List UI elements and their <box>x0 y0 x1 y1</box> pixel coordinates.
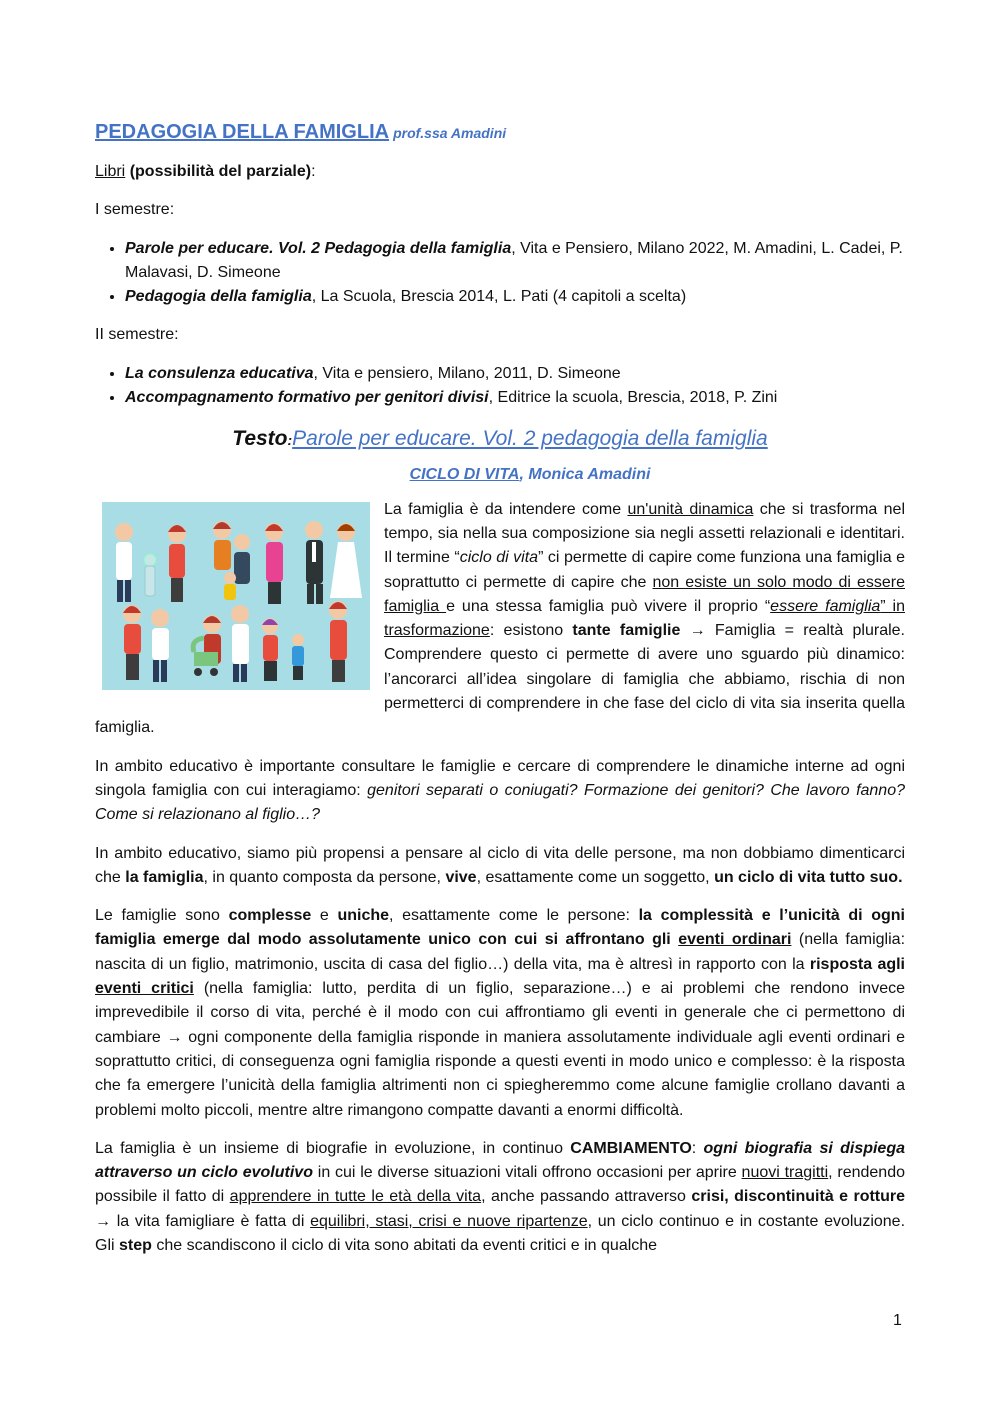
semester-1-list <box>95 237 905 310</box>
paragraph-3: In ambito educativo, siamo più propensi a pensare al ciclo di vita delle persone, ma non dobbiamo dimenticarci che la famiglia, in quanto composta da persone, vive, esattamente come un soggetto, un ciclo di vita tutto suo. <box>95 844 905 886</box>
family-figure-5 <box>193 605 249 682</box>
books-heading: Libri (possibilità del parziale): <box>95 163 316 180</box>
section-heading: CICLO DI VITA, Monica Amadini <box>409 466 651 484</box>
list-item: • Pedagogia della famiglia, La Scuola, Brescia 2014, L. Pati (4 capitoli a scelta) <box>125 285 905 309</box>
family-illustration <box>102 502 370 690</box>
semester-1-label: I semestre: <box>95 201 175 219</box>
course-title: PEDAGOGIA DELLA FAMIGLIA <box>95 121 390 143</box>
text-heading: Testo:Parole per educare. Vol. 2 pedagogia della famiglia <box>232 427 768 451</box>
semester-2-list <box>95 362 905 411</box>
paragraph-4: Le famiglie sono complesse e uniche, esattamente come le persone: la complessità e l’unicità di ogni famiglia emerge dal modo assolutamente unico con cui si affrontano gli eventi ordinari (nella famiglia: nascita di un figlio, matrimonio, uscita di casa del figlio…) della vita, ma è altresì in rapporto con la risposta agli eventi critici (nella famiglia: lutto, perdita di un figlio, separazione…) e ai problemi che rendono invece imprevedibile il corso di vita, perché è il modo con cui affrontiamo gli eventi in generale che ci permettono di cambiare → ogni componente della famiglia risponde in maniera assolutamente individuale agli eventi ordinari e soprattutto critici, di conseguenza ogni famiglia risponde a questi eventi in modo unico e complesso: è la risposta che fa emergere l’unicità della famiglia altrimenti non ci spiegheremmo come alcune famiglie crollano davanti a problemi molto piccoli, mentre altre rimangono compatte davanti a enormi difficoltà. <box>95 907 906 1119</box>
list-item: • Accompagnamento formativo per genitori divisi, Editrice la scuola, Brescia, 2018, P. Zini <box>125 386 905 410</box>
paragraph-2: In ambito educativo è importante consultare le famiglie e cercare di comprendere le dinamiche interne ad ogni singola famiglia con cui interagiamo: genitori separati o coniugati? Formazione dei genitori? Che lavoro fanno? Come si relazionano al figlio…? <box>95 757 906 824</box>
family-illustration-graphic <box>102 502 370 690</box>
document-title <box>95 118 905 147</box>
semester-2-label: II semestre: <box>95 326 179 344</box>
list-item: • Parole per educare. Vol. 2 Pedagogia della famiglia, Vita e Pensiero, Milano 2022, M. Amadini, L. Cadei, P. Malavasi, D. Simeone <box>125 237 905 286</box>
family-figure-3 <box>305 521 362 604</box>
professor-name: prof.ssa Amadini <box>393 125 507 141</box>
list-item: • La consulenza educativa, Vita e pensiero, Milano, 2011, D. Simeone <box>125 362 905 386</box>
family-figure-6 <box>262 601 347 682</box>
family-figure-4 <box>123 605 169 682</box>
document-page <box>95 118 905 1272</box>
family-figure-1 <box>115 523 186 602</box>
paragraph-1: La famiglia è da intendere come un'unità dinamica che si trasforma nel tempo, sia nella sua composizione sia negli assetti relazionali e identitari. Il termine “ciclo di vita” ci permette di capire come funziona una famiglia e soprattutto ci permette di capire che non esiste un solo modo di essere famiglia e una stessa famiglia può vivere il proprio “essere famiglia” in trasformazione: esistono tante famiglie → Famiglia = realtà plurale. Comprendere questo ci permette di avere uno sguardo più dinamico: l’ancorarci all’idea singolare di famiglia che abbiamo, rischia di non permetterci di comprendere in che fase del ciclo di vita sia inserita quella famiglia. <box>95 500 906 737</box>
page-number: 1 <box>893 1312 902 1329</box>
family-figure-2 <box>213 521 283 604</box>
paragraph-5: La famiglia è un insieme di biografie in evoluzione, in continuo CAMBIAMENTO: ogni biografia si dispiega attraverso un ciclo evolutivo in cui le diverse situazioni vitali offrono occasioni per aprire nuovi tragitti, rendendo possibile il fatto di apprendere in tutte le età della vita, anche passando attraverso crisi, discontinuità e rotture → la vita famigliare è fatta di equilibri, stasi, crisi e nuove ripartenze, un ciclo continuo e in costante evoluzione. Gli step che scandiscono il ciclo di vita sono abitati da eventi critici e in qualche <box>95 1139 906 1254</box>
